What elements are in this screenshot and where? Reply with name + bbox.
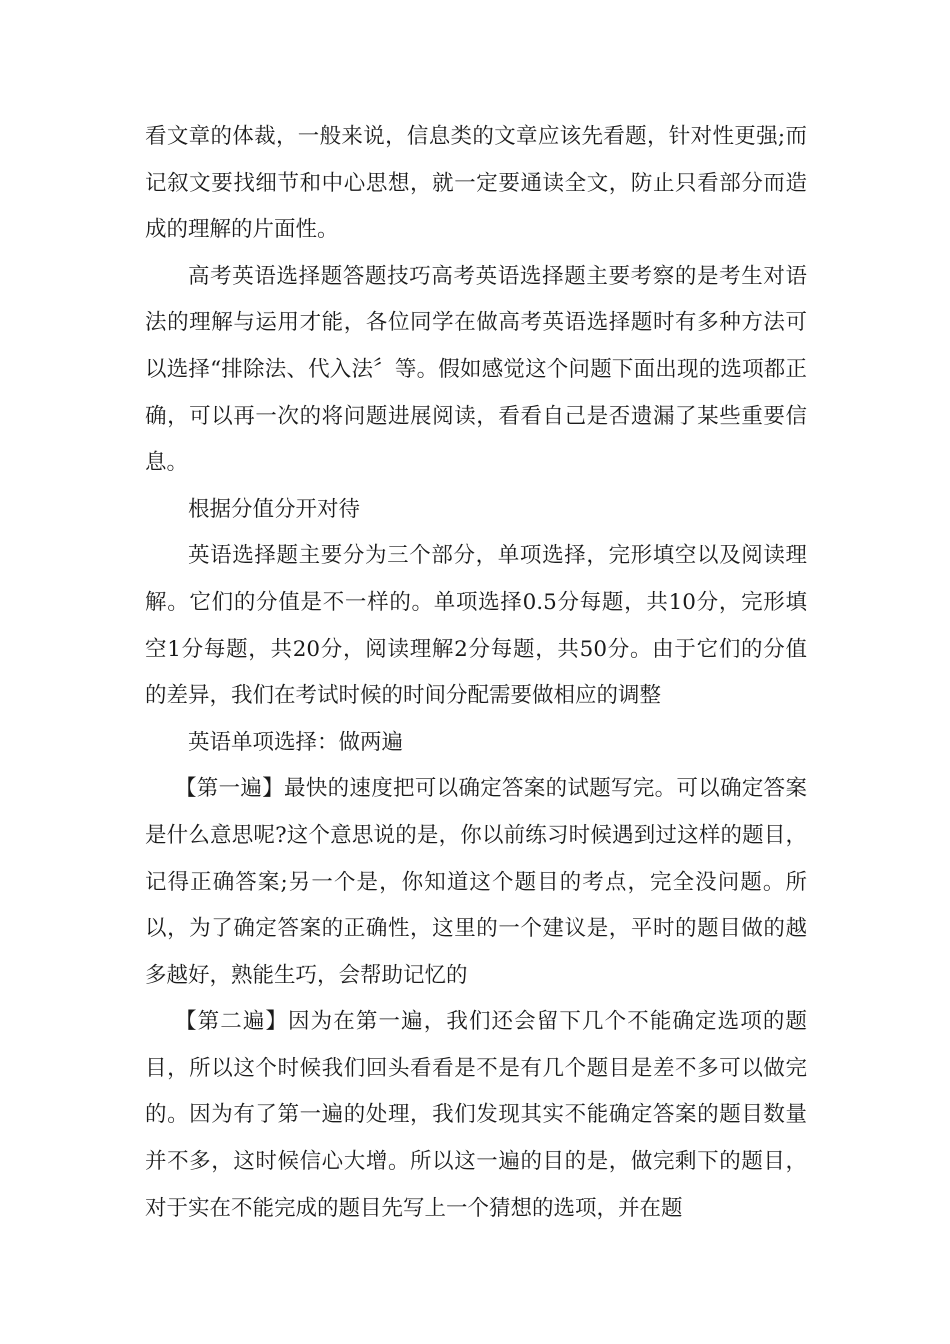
paragraph-first-pass: 【第一遍】最快的速度把可以确定答案的试题写完。可以确定答案是什么意思呢?这个意思说的是，你以前练习时候遇到过这样的题目，记得正确答案;另一个是，你知道这个题目的考点，完全没问题。所以，为了确定答案的正确性，这里的一个建议是，平时的题目做的越多越好，熟能生巧，会帮助记忆的 [145,776,807,988]
paragraph-single-choice-heading: 英语单项选择：做两遍 [188,729,404,755]
paragraph-genre-reading: 看文章的体裁，一般来说，信息类的文章应该先看题，针对性更强;而记叙文要找细节和中心思想，就一定要通读全文，防止只看部分而造成的理解的片面性。 [145,124,807,243]
paragraph-score-heading: 根据分值分开对待 [188,496,361,522]
paragraph-choice-tips: 高考英语选择题答题技巧高考英语选择题主要考察的是考生对语法的理解与运用才能，各位同学在做高考英语选择题时有多种方法可以选择“排除法、代入法〞等。假如感觉这个问题下面出现的选项都正确，可以再一次的将问题进展阅读，看看自己是否遗漏了某些重要信息。 [145,263,807,476]
document-body [145,114,807,1232]
paragraph-score-distribution: 英语选择题主要分为三个部分，单项选择，完形填空以及阅读理解。它们的分值是不一样的。单项选择0.5分每题，共10分，完形填空1分每题，共20分，阅读理解2分每题，共50分。由于它们的分值的差异，我们在考试时候的时间分配需要做相应的调整 [145,543,807,709]
paragraph-second-pass: 【第二遍】因为在第一遍，我们还会留下几个不能确定选项的题目，所以这个时候我们回头看看是不是有几个题目是差不多可以做完的。因为有了第一遍的处理，我们发现其实不能确定答案的题目数量并不多，这时候信心大增。所以这一遍的目的是，做完剩下的题目，对于实在不能完成的题目先写上一个猜想的选项，并在题 [145,1009,807,1221]
